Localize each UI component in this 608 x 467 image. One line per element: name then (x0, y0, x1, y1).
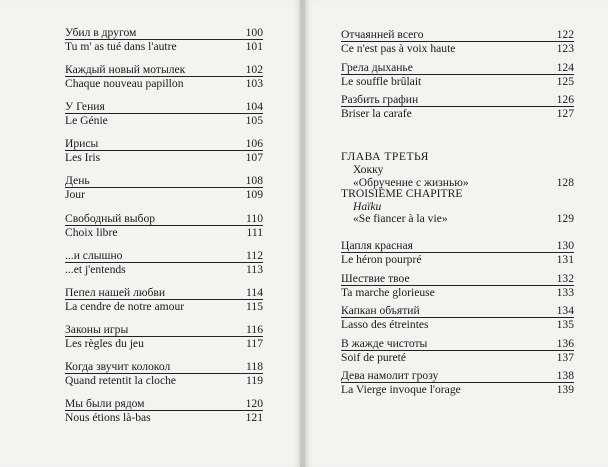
toc-entry-fr-line (65, 263, 263, 276)
toc-entry-fr-page: 111 (246, 225, 263, 239)
toc-entry-ru-line (65, 101, 263, 114)
chapter-entry-fr-page: 129 (556, 212, 574, 225)
chapter-subtitle-ru: Хокку (353, 163, 384, 176)
toc-entry-fr-page: 101 (245, 40, 263, 53)
toc-entry-fr-title: Choix libre (65, 225, 118, 239)
toc-entry-ru-line (65, 250, 263, 263)
toc-entry-fr-title: Les règles du jeu (65, 336, 144, 350)
chapter-subtitle-fr: Haïku (353, 200, 382, 213)
toc-entry-fr-page: 115 (246, 299, 263, 313)
toc-entry-fr-title: Ce n'est pas à voix haute (341, 42, 456, 55)
toc-entry (65, 361, 263, 387)
toc-entry-ru-title: У Гения (65, 100, 105, 114)
toc-entry-ru-line (65, 361, 263, 374)
toc-entry-ru-line (65, 64, 263, 77)
toc-entry-fr-title: La cendre de notre amour (65, 299, 185, 313)
toc-entry-fr-title: Le souffle brûlait (341, 74, 422, 88)
chapter-title-fr: TROISIÈME CHAPITRE (341, 187, 463, 200)
toc-entry-fr-title: Briser la carafe (341, 107, 412, 120)
toc-entry-fr-line (341, 351, 574, 364)
toc-entry-ru-line (65, 175, 263, 188)
toc-entry-ru-page: 100 (245, 26, 263, 39)
toc-entry-fr-line (65, 40, 263, 53)
toc-entry (65, 27, 263, 53)
toc-entry (341, 240, 574, 266)
toc-entry-ru-title: День (65, 174, 90, 188)
toc-entry-ru-page: 122 (556, 28, 574, 41)
toc-entry-ru-line (341, 62, 574, 75)
toc-entry-fr-title: Chaque nouveau papillon (65, 77, 184, 91)
toc-entry-fr-title: Jour (65, 188, 85, 202)
left-page (0, 0, 301, 467)
toc-entry-ru-page: 116 (246, 322, 263, 336)
toc-entry-ru-line (341, 305, 574, 318)
toc-entry-ru-title: Шествие твое (341, 271, 410, 285)
toc-entry-ru-line (341, 240, 574, 253)
toc-entry-ru-title: Грела дыханье (341, 60, 413, 74)
toc-entry-ru-line (65, 27, 263, 40)
toc-entry-ru-page: 126 (556, 93, 574, 106)
toc-entry-fr-line (341, 75, 574, 88)
toc-entry-fr-line (341, 107, 574, 120)
toc-entry-ru-page: 104 (245, 100, 263, 114)
toc-entry-ru-page: 110 (246, 211, 263, 225)
chapter-title-ru: ГЛАВА ТРЕТЬЯ (341, 150, 429, 163)
toc-entry-fr-page: 123 (556, 42, 574, 55)
toc-entry-ru-title: Когда звучит колокол (65, 359, 171, 373)
toc-entry-ru-title: Убил в другом (65, 26, 137, 39)
toc-entry-fr-title: Lasso des étreintes (341, 318, 429, 331)
toc-entry-ru-line (65, 138, 263, 151)
toc-entry-fr-page: 133 (556, 285, 574, 299)
toc-entry-fr-page: 107 (245, 151, 263, 165)
toc-entry-fr-title: Tu m' as tué dans l'autre (65, 40, 177, 53)
toc-entry-ru-page: 136 (556, 336, 574, 350)
toc-entry-fr-title: Ta marche glorieuse (341, 285, 435, 299)
toc-entry-fr-page: 125 (556, 74, 574, 88)
toc-entry (65, 64, 263, 90)
toc-entry-fr-title: Le Génie (65, 114, 108, 128)
chapter-entry-fr-title: «Se fiancer à la vie» (353, 212, 448, 225)
toc-entry-fr-page: 103 (245, 77, 263, 91)
toc-entry-fr-line (341, 253, 574, 266)
toc-entry (341, 273, 574, 299)
toc-entry-ru-page: 106 (245, 137, 263, 151)
toc-entry-fr-page: 131 (556, 253, 574, 266)
toc-entry-fr-page: 117 (246, 336, 263, 350)
toc-entry-ru-title: Мы были рядом (65, 397, 145, 410)
toc-entry-fr-page: 121 (245, 411, 263, 424)
toc-entry-fr-line (341, 42, 574, 55)
toc-entry (341, 94, 574, 120)
toc-entry (65, 250, 263, 276)
toc-entry-ru-title: Свободный выбор (65, 211, 156, 225)
toc-entry-ru-page: 114 (246, 285, 263, 299)
toc-entry-fr-title: Nous étions là-bas (65, 411, 151, 424)
toc-entry-fr-page: 109 (245, 188, 263, 202)
toc-entry-fr-line (65, 411, 263, 424)
toc-entry-ru-page: 120 (245, 397, 263, 410)
toc-entry-ru-page: 138 (556, 369, 574, 382)
toc-entry-fr-title: Le héron pourpré (341, 253, 422, 266)
toc-entry (65, 398, 263, 424)
toc-entry-ru-title: Каждый новый мотылек (65, 63, 186, 77)
toc-entry-fr-page: 119 (246, 373, 263, 387)
toc-entry (65, 138, 263, 164)
toc-entry (65, 287, 263, 313)
toc-entry-ru-line (65, 287, 263, 300)
toc-entry-ru-line (341, 273, 574, 286)
toc-entry-fr-title: ...et j'entends (65, 262, 126, 276)
toc-entry-ru-page: 130 (556, 239, 574, 252)
toc-entry-ru-line (65, 398, 263, 411)
toc-entry-ru-title: Отчаянней всего (341, 28, 424, 41)
toc-entry-fr-page: 105 (245, 114, 263, 128)
toc-entry-ru-line (341, 338, 574, 351)
toc-entry (341, 62, 574, 88)
toc-entry-fr-page: 139 (556, 383, 574, 396)
toc-entry-fr-line (65, 114, 263, 127)
toc-entry (341, 305, 574, 331)
chapter-entry-fr (353, 212, 574, 225)
toc-entry (65, 213, 263, 239)
toc-entry-ru-line (65, 213, 263, 226)
toc-entry-fr-page: 127 (556, 107, 574, 120)
toc-entry-fr-page: 113 (246, 262, 263, 276)
toc-entry-ru-line (341, 94, 574, 107)
toc-entry-fr-page: 137 (556, 350, 574, 364)
toc-entry-ru-page: 112 (246, 248, 263, 262)
toc-entry (65, 101, 263, 127)
toc-entry-ru-title: ...и слышно (65, 248, 123, 262)
toc-entry-fr-title: Quand retentit la cloche (65, 373, 177, 387)
toc-entry-fr-line (341, 286, 574, 299)
toc-entry-ru-title: Законы игры (65, 322, 129, 336)
toc-entry-fr-line (341, 383, 574, 396)
toc-entry-ru-page: 118 (246, 359, 263, 373)
toc-entry-fr-title: Les Iris (65, 151, 101, 165)
toc-entry-fr-line (65, 226, 263, 239)
toc-entry-fr-line (65, 337, 263, 350)
toc-entry-ru-title: Разбить графин (341, 93, 419, 106)
toc-entry-ru-title: Ирисы (65, 137, 99, 151)
toc-entry (341, 29, 574, 55)
toc-entry-ru-page: 108 (245, 174, 263, 188)
toc-entry-ru-page: 124 (556, 60, 574, 74)
toc-entry-fr-title: La Vierge invoque l'orage (341, 383, 461, 396)
right-page (305, 0, 608, 467)
toc-entry-ru-line (65, 324, 263, 337)
toc-entry (65, 175, 263, 201)
toc-entry-ru-page: 102 (245, 63, 263, 77)
toc-entry-ru-line (341, 29, 574, 42)
toc-entry-fr-line (65, 188, 263, 201)
toc-entry-ru-page: 132 (556, 271, 574, 285)
toc-entry (341, 338, 574, 364)
toc-entry (65, 324, 263, 350)
toc-entry-ru-title: Пепел нашей любви (65, 285, 166, 299)
toc-entry-ru-title: Цапля красная (341, 239, 413, 252)
toc-entry-fr-page: 135 (556, 318, 574, 331)
toc-entry-ru-line (341, 370, 574, 383)
toc-entry-fr-line (65, 374, 263, 387)
toc-entry (341, 370, 574, 396)
toc-entry-fr-line (65, 77, 263, 90)
toc-entry-ru-page: 134 (556, 304, 574, 317)
toc-entry-ru-title: Капкан объятий (341, 304, 420, 317)
toc-entry-fr-title: Soif de pureté (341, 350, 407, 364)
toc-entry-ru-title: Дева намолит грозу (341, 369, 439, 382)
toc-entry-fr-line (65, 151, 263, 164)
toc-entry-ru-title: В жажде чистоты (341, 336, 428, 350)
chapter-entry-ru-page: 128 (556, 176, 574, 189)
chapter-entry-ru-title: «Обручение с жизнью» (353, 176, 469, 189)
toc-entry-fr-line (65, 300, 263, 313)
toc-entry-fr-line (341, 318, 574, 331)
